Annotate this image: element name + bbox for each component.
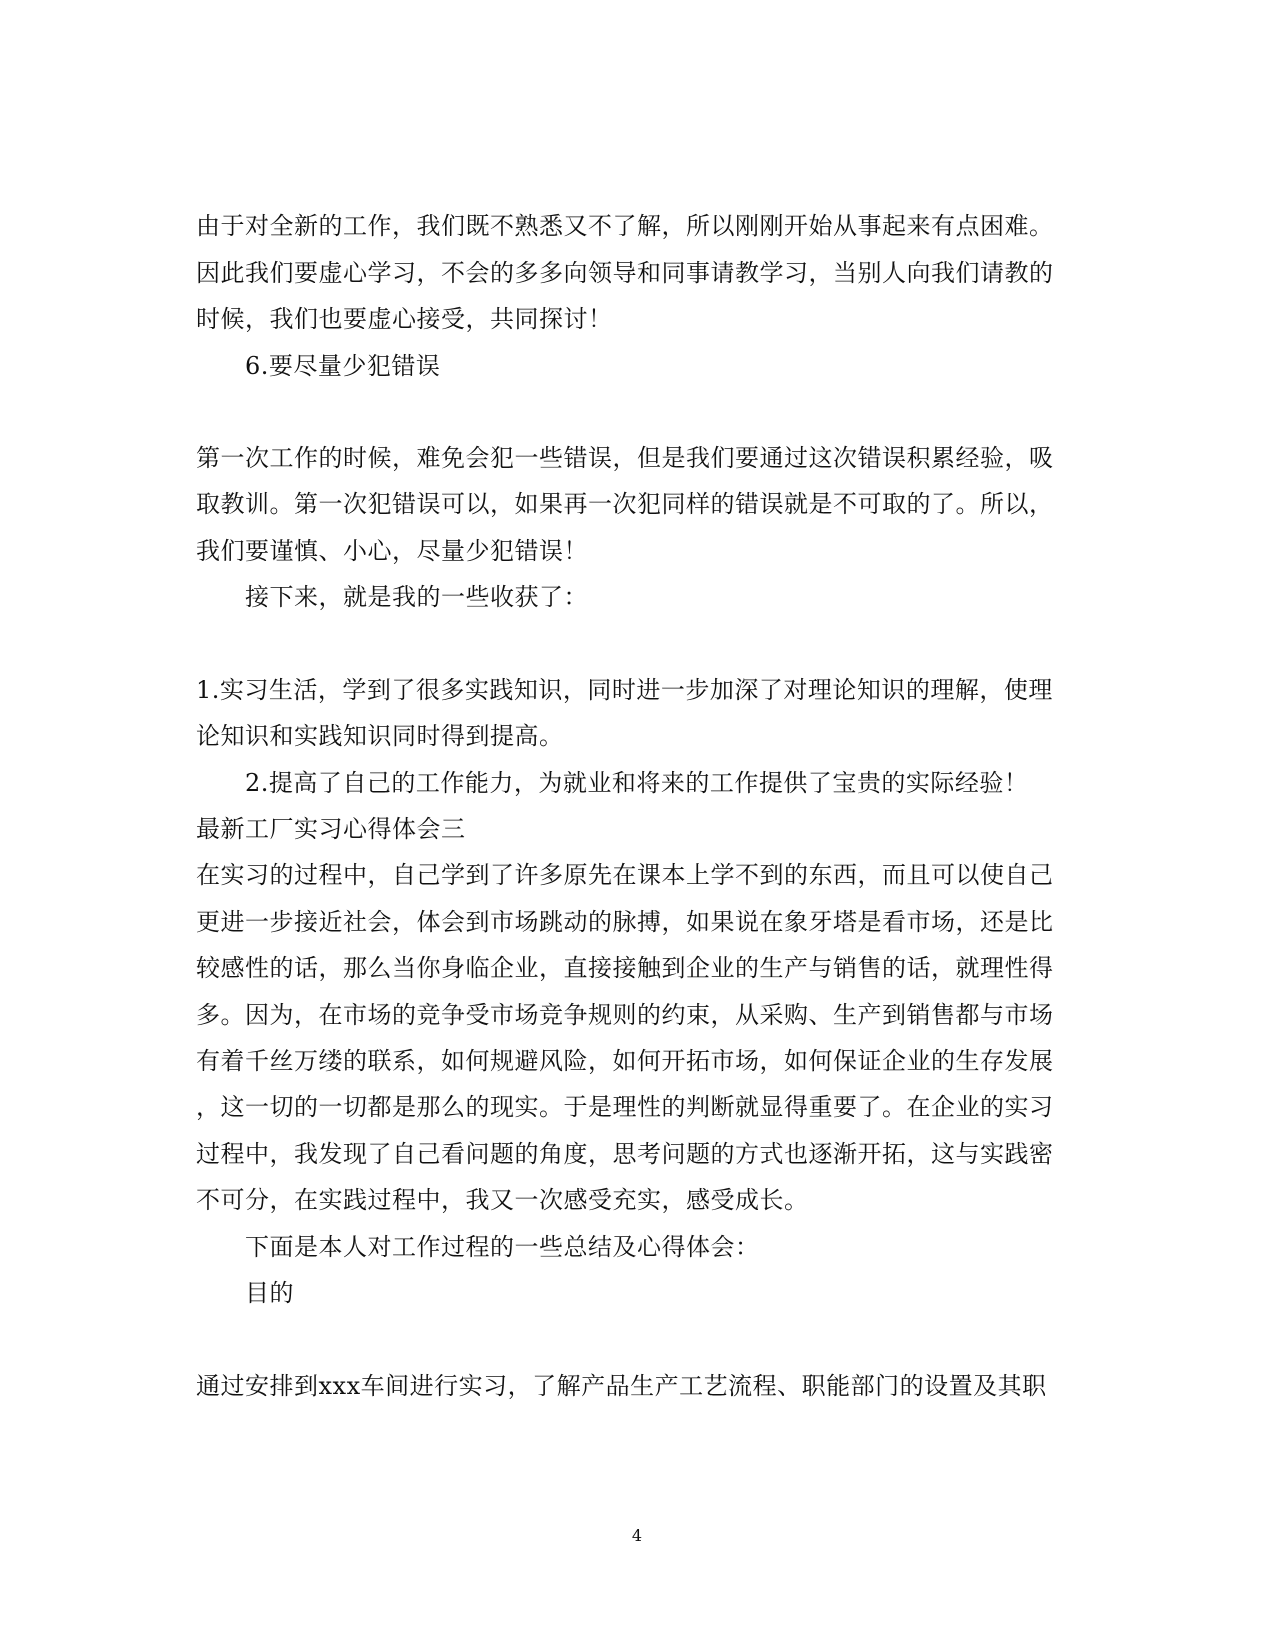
body-text-line: ，这一切的一切都是那么的现实。于是理性的判断就显得重要了。在企业的实习 xyxy=(196,1093,1054,1121)
list-item: 1.实习生活，学到了很多实践知识，同时进一步加深了对理论知识的理解，使理 xyxy=(196,676,1053,704)
body-text-line: 较感性的话，那么当你身临企业，直接接触到企业的生产与销售的话，就理性得 xyxy=(196,954,1054,982)
page-number: 4 xyxy=(631,1526,643,1545)
body-text-line: 时候，我们也要虚心接受，共同探讨！ xyxy=(196,305,613,333)
section-heading: 6.要尽量少犯错误 xyxy=(245,352,441,380)
list-item-continuation: 论知识和实践知识同时得到提高。 xyxy=(196,722,564,750)
body-text-line: 因此我们要虚心学习，不会的多多向领导和同事请教学习，当别人向我们请教的 xyxy=(196,259,1054,287)
body-text-line: 不可分，在实践过程中，我又一次感受充实，感受成长。 xyxy=(196,1186,809,1214)
document-title: 最新工厂实习心得体会三 xyxy=(196,815,466,843)
body-text-line: 第一次工作的时候，难免会犯一些错误，但是我们要通过这次错误积累经验，吸 xyxy=(196,444,1054,472)
body-text-line: 我们要谨慎、小心，尽量少犯错误！ xyxy=(196,537,588,565)
body-text-line: 更进一步接近社会，体会到市场跳动的脉搏，如果说在象牙塔是看市场，还是比 xyxy=(196,908,1054,936)
body-text-line: 过程中，我发现了自己看问题的角度，思考问题的方式也逐渐开拓，这与实践密 xyxy=(196,1140,1054,1168)
section-heading: 目的 xyxy=(245,1279,294,1307)
body-text-line: 有着千丝万缕的联系，如何规避风险，如何开拓市场，如何保证企业的生存发展 xyxy=(196,1047,1054,1075)
body-text-line: 通过安排到xxx车间进行实习，了解产品生产工艺流程、职能部门的设置及其职 xyxy=(196,1372,1047,1400)
body-text-line: 取教训。第一次犯错误可以，如果再一次犯同样的错误就是不可取的了。所以， xyxy=(196,490,1054,518)
list-item: 2.提高了自己的工作能力，为就业和将来的工作提供了宝贵的实际经验！ xyxy=(245,769,1029,797)
body-text-line: 多。因为，在市场的竞争受市场竞争规则的约束，从采购、生产到销售都与市场 xyxy=(196,1001,1054,1029)
body-text-line: 接下来，就是我的一些收获了： xyxy=(245,583,588,611)
body-text-line: 由于对全新的工作，我们既不熟悉又不了解，所以刚刚开始从事起来有点困难。 xyxy=(196,212,1054,240)
body-text-line: 在实习的过程中，自己学到了许多原先在课本上学不到的东西，而且可以使自己 xyxy=(196,861,1054,889)
body-text-line: 下面是本人对工作过程的一些总结及心得体会： xyxy=(245,1233,760,1261)
